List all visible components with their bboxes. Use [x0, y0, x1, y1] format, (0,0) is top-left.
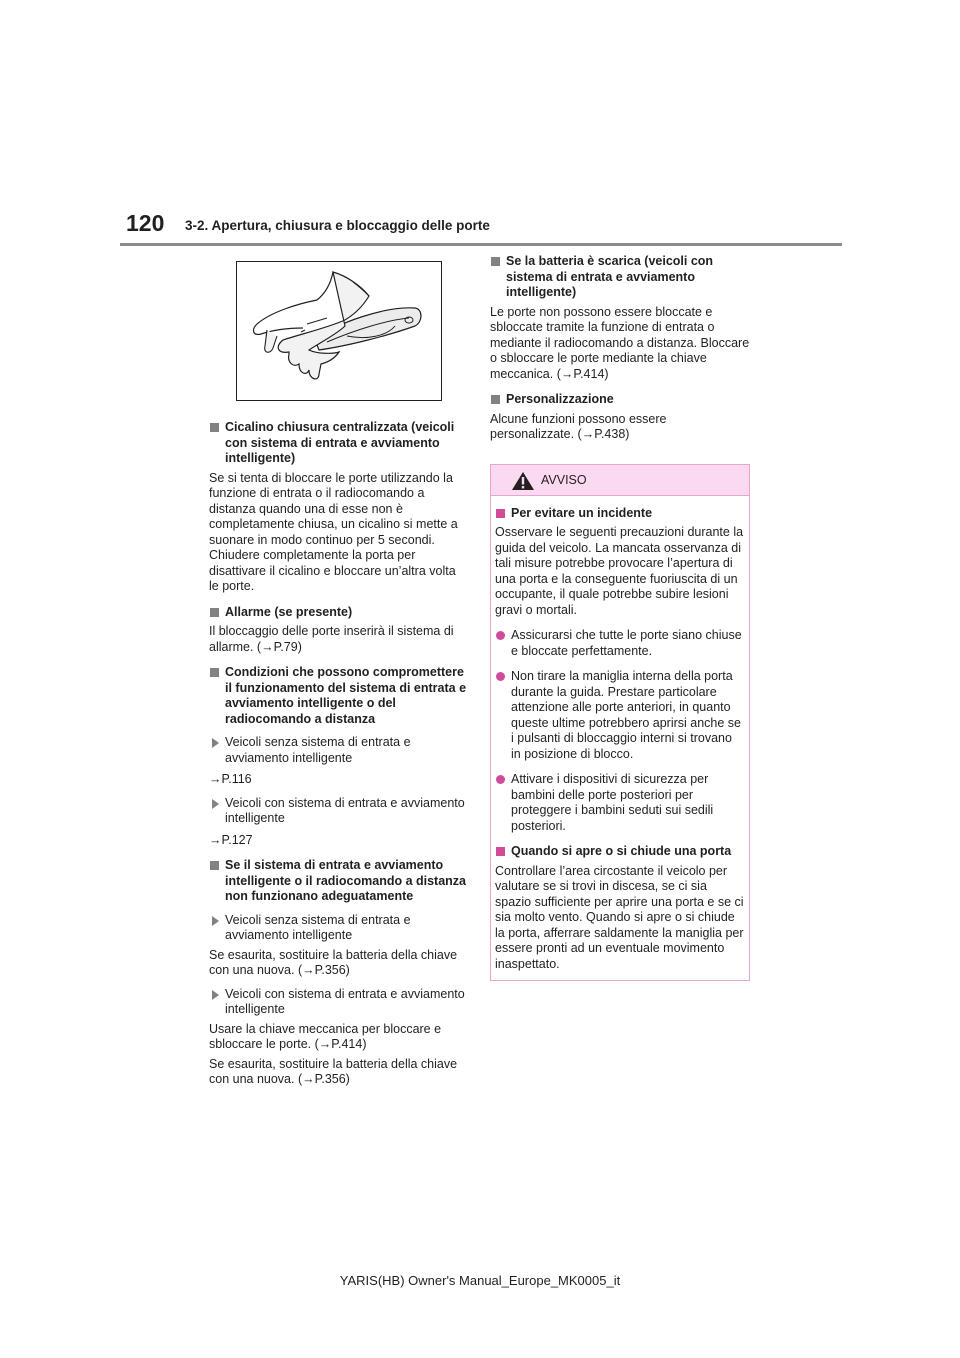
warning-box [490, 464, 750, 982]
buzzer-text: Se si tenta di bloccare le porte utilizzando la funzione di entrata o il radiocomando a distanza quando una di esse non è completamente chiusa, un cicalino si mette a suonare in modo continuo per 5 secondi. Chiudere completamente la porta per disattivare il cicalino e bloccare un’altra volta le porte. [209, 470, 458, 593]
conditions-item-2: Veicoli con sistema di entrata e avviamento intelligente [209, 796, 467, 827]
square-bullet-icon [210, 423, 219, 432]
warning-triangle-icon [511, 471, 535, 491]
malfunction-text-3: Se esaurita, sostituire la batteria della chiave con una nuova. (→P.356) [209, 1056, 458, 1086]
section-title: 3-2. Apertura, chiusura e bloccaggio delle porte [185, 218, 490, 233]
malfunction-text-2: Usare la chiave meccanica per bloccare e sbloccare le porte. (→P.414) [209, 1021, 442, 1051]
custom-heading: Personalizzazione [490, 392, 752, 408]
left-column [209, 261, 467, 1088]
door-text: Controllare l’area circostante il veicolo per valutare se si trovi in discesa, se ci sia spazio sufficiente per aprire una porta e se ci sia molto vento. Quando si apre o si chiude la porta, afferrare saldamente la maniglia per essere pronti ad un eventuale movimento inaspettato. [495, 863, 744, 971]
header-rule [120, 243, 842, 246]
alarm-heading: Allarme (se presente) [209, 605, 467, 621]
conditions-heading: Condizioni che possono compromettere il funzionamento del sistema di entrata e avviamento intelligente o del radiocomando a distanza [209, 665, 467, 727]
malfunction-text-1: Se esaurita, sostituire la batteria della chiave con una nuova. (→P.356) [209, 947, 458, 977]
triangle-bullet-icon [212, 990, 219, 1000]
malfunction-item-2: Veicoli con sistema di entrata e avviamento intelligente [209, 987, 467, 1018]
accident-heading: Per evitare un incidente [495, 506, 745, 522]
warning-bullet-2: Non tirare la maniglia interna della porta durante la guida. Prestare particolare attenzione alle porte anteriori, in quanto queste ultime potrebbero aprirsi anche se i pulsanti di bloccaggio interni si trovano in posizione di blocco. [495, 669, 745, 762]
square-bullet-icon [210, 668, 219, 677]
dot-bullet-icon [496, 631, 505, 640]
buzzer-heading: Cicalino chiusura centralizzata (veicoli con sistema di entrata e avviamento intelligente) [209, 420, 467, 467]
conditions-item-1: Veicoli senza sistema di entrata e avviamento intelligente [209, 735, 467, 766]
conditions-ref-1: →P.116 [209, 772, 252, 786]
square-bullet-icon [496, 509, 505, 518]
square-bullet-icon [496, 847, 505, 856]
warning-bullet-3: Attivare i dispositivi di sicurezza per bambini delle porte posteriori per proteggere i bambini seduti sui sedili posteriori. [495, 772, 745, 834]
square-bullet-icon [491, 395, 500, 404]
door-heading: Quando si apre o si chiude una porta [495, 844, 745, 860]
alarm-text: Il bloccaggio delle porte inserirà il sistema di allarme. (→P.79) [209, 624, 454, 654]
footer: YARIS(HB) Owner's Manual_Europe_MK0005_it [339, 1273, 621, 1288]
malfunction-item-1: Veicoli senza sistema di entrata e avviamento intelligente [209, 913, 467, 944]
square-bullet-icon [210, 608, 219, 617]
right-column [490, 254, 752, 981]
warning-bullet-1: Assicurarsi che tutte le porte siano chiuse e bloccate perfettamente. [495, 628, 745, 659]
triangle-bullet-icon [212, 799, 219, 809]
battery-heading: Se la batteria è scarica (veicoli con sistema di entrata e avviamento intelligente) [490, 254, 752, 301]
conditions-ref-2: →P.127 [209, 832, 253, 847]
accident-text: Osservare le seguenti precauzioni durante la guida del veicolo. La mancata osservanza di tali misure potrebbe provocare l’apertura di una porta e la conseguente fuoriuscita di un occupante, il quale potrebbe subire lesioni gravi o mortali. [495, 525, 744, 617]
square-bullet-icon [210, 861, 219, 870]
hand-door-handle-illustration-icon [237, 262, 441, 400]
custom-text: Alcune funzioni possono essere personalizzate. (→P.438) [490, 411, 667, 441]
page-number: 120 [126, 210, 165, 236]
dot-bullet-icon [496, 775, 505, 784]
figure [236, 261, 442, 401]
malfunction-heading: Se il sistema di entrata e avviamento intelligente o il radiocomando a distanza non funzionano adeguatamente [209, 858, 467, 905]
square-bullet-icon [491, 257, 500, 266]
triangle-bullet-icon [212, 916, 219, 926]
warning-header [491, 465, 749, 496]
triangle-bullet-icon [212, 738, 219, 748]
warning-label: AVVISO [541, 472, 587, 487]
dot-bullet-icon [496, 672, 505, 681]
battery-text: Le porte non possono essere bloccate e sbloccate tramite la funzione di entrata o mediante il radiocomando a distanza. Bloccare o sbloccare le porte mediante la chiave meccanica. (→P.414) [490, 304, 750, 381]
